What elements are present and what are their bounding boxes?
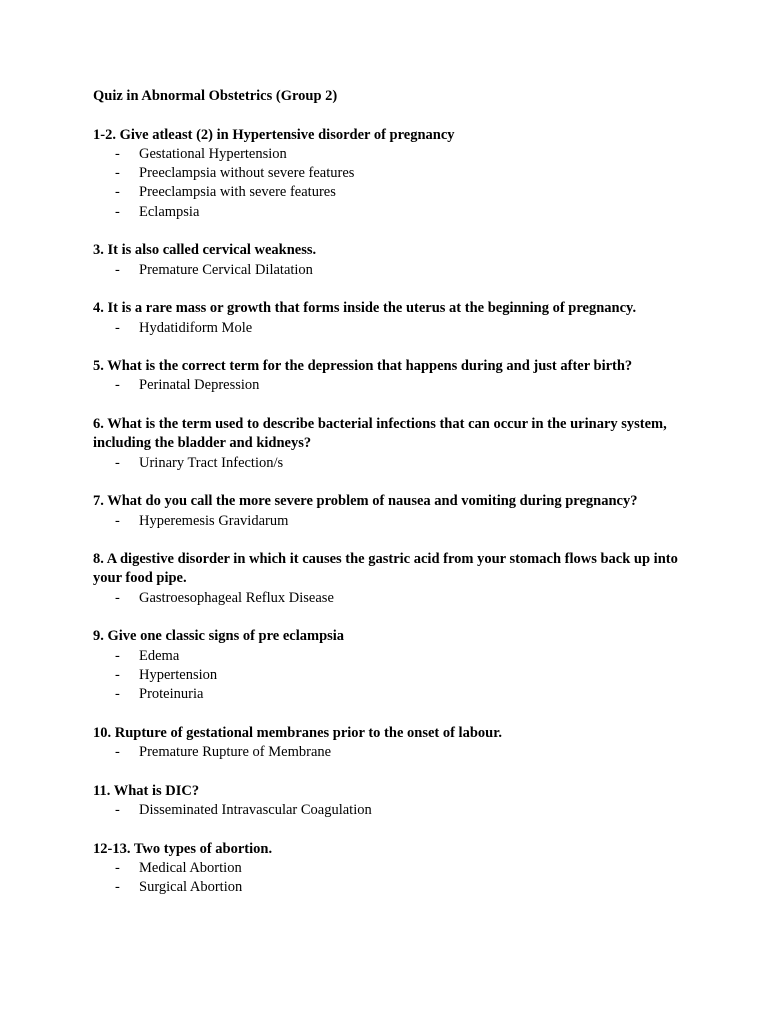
answer-text: Proteinuria <box>139 686 204 703</box>
answer-item <box>93 801 693 820</box>
answer-text: Gastroesophageal Reflux Disease <box>139 589 334 606</box>
question-block <box>93 241 693 280</box>
question-block <box>93 550 693 608</box>
question-text: 6. What is the term used to describe bacterial infections that can occur in the urinary system, including the bladder and kidneys? <box>93 416 667 452</box>
list-dash: - <box>115 165 120 182</box>
list-dash: - <box>115 145 120 162</box>
answer-text: Perinatal Depression <box>139 377 260 394</box>
question-block <box>93 357 693 396</box>
list-dash: - <box>115 859 120 876</box>
answer-text: Urinary Tract Infection/s <box>139 454 284 471</box>
answer-text: Preeclampsia without severe features <box>139 165 355 182</box>
list-dash: - <box>115 744 120 761</box>
question-block <box>93 782 693 821</box>
answer-text: Medical Abortion <box>139 859 242 876</box>
answer-item <box>93 512 693 531</box>
question-list <box>93 126 693 898</box>
answer-item <box>93 203 693 222</box>
question-text: 10. Rupture of gestational membranes prior to the onset of labour. <box>93 724 502 741</box>
answer-text: Preeclampsia with severe features <box>139 184 336 201</box>
answer-text: Hyperemesis Gravidarum <box>139 512 289 529</box>
list-dash: - <box>115 666 120 683</box>
list-dash: - <box>115 801 120 818</box>
question-block <box>93 724 693 763</box>
answer-item <box>93 164 693 183</box>
list-dash: - <box>115 203 120 220</box>
answer-item <box>93 685 693 704</box>
list-dash: - <box>115 686 120 703</box>
list-dash: - <box>115 184 120 201</box>
list-dash: - <box>115 647 120 664</box>
question-text: 9. Give one classic signs of pre eclampsia <box>93 628 345 645</box>
question-block <box>93 126 693 222</box>
answer-item <box>93 647 693 666</box>
question-text: 5. What is the correct term for the depression that happens during and just after birth? <box>93 358 633 375</box>
answer-item <box>93 859 693 878</box>
document-content <box>93 87 693 917</box>
question-text: 1-2. Give atleast (2) in Hypertensive disorder of pregnancy <box>93 126 455 143</box>
list-dash: - <box>115 454 120 471</box>
question-text: 7. What do you call the more severe problem of nausea and vomiting during pregnancy? <box>93 493 638 510</box>
question-text: 11. What is DIC? <box>93 782 200 799</box>
question-block <box>93 299 693 338</box>
answer-item <box>93 454 693 473</box>
answer-text: Edema <box>139 647 180 664</box>
question-block <box>93 415 693 473</box>
answer-item <box>93 183 693 202</box>
answer-text: Gestational Hypertension <box>139 145 287 162</box>
answer-item <box>93 878 693 897</box>
question-block <box>93 492 693 531</box>
question-block <box>93 840 693 898</box>
answer-text: Eclampsia <box>139 203 200 220</box>
list-dash: - <box>115 377 120 394</box>
question-text: 4. It is a rare mass or growth that forms inside the uterus at the beginning of pregnancy. <box>93 300 637 317</box>
answer-item <box>93 145 693 164</box>
answer-text: Premature Cervical Dilatation <box>139 261 313 278</box>
answer-item <box>93 261 693 280</box>
answer-text: Disseminated Intravascular Coagulation <box>139 801 372 818</box>
answer-text: Hypertension <box>139 666 218 683</box>
list-dash: - <box>115 512 120 529</box>
answer-text: Hydatidiform Mole <box>139 319 253 336</box>
question-text: 3. It is also called cervical weakness. <box>93 242 317 259</box>
list-dash: - <box>115 879 120 896</box>
question-text: 12-13. Two types of abortion. <box>93 840 273 857</box>
question-block <box>93 627 693 704</box>
answer-text: Premature Rupture of Membrane <box>139 744 332 761</box>
list-dash: - <box>115 319 120 336</box>
answer-text: Surgical Abortion <box>139 879 243 896</box>
page-title: Quiz in Abnormal Obstetrics (Group 2) <box>93 88 338 104</box>
answer-item <box>93 743 693 762</box>
answer-item <box>93 666 693 685</box>
answer-item <box>93 589 693 608</box>
list-dash: - <box>115 589 120 606</box>
list-dash: - <box>115 261 120 278</box>
answer-item <box>93 319 693 338</box>
question-text: 8. A digestive disorder in which it causes the gastric acid from your stomach flows back up into your food pipe. <box>93 551 678 587</box>
answer-item <box>93 376 693 395</box>
